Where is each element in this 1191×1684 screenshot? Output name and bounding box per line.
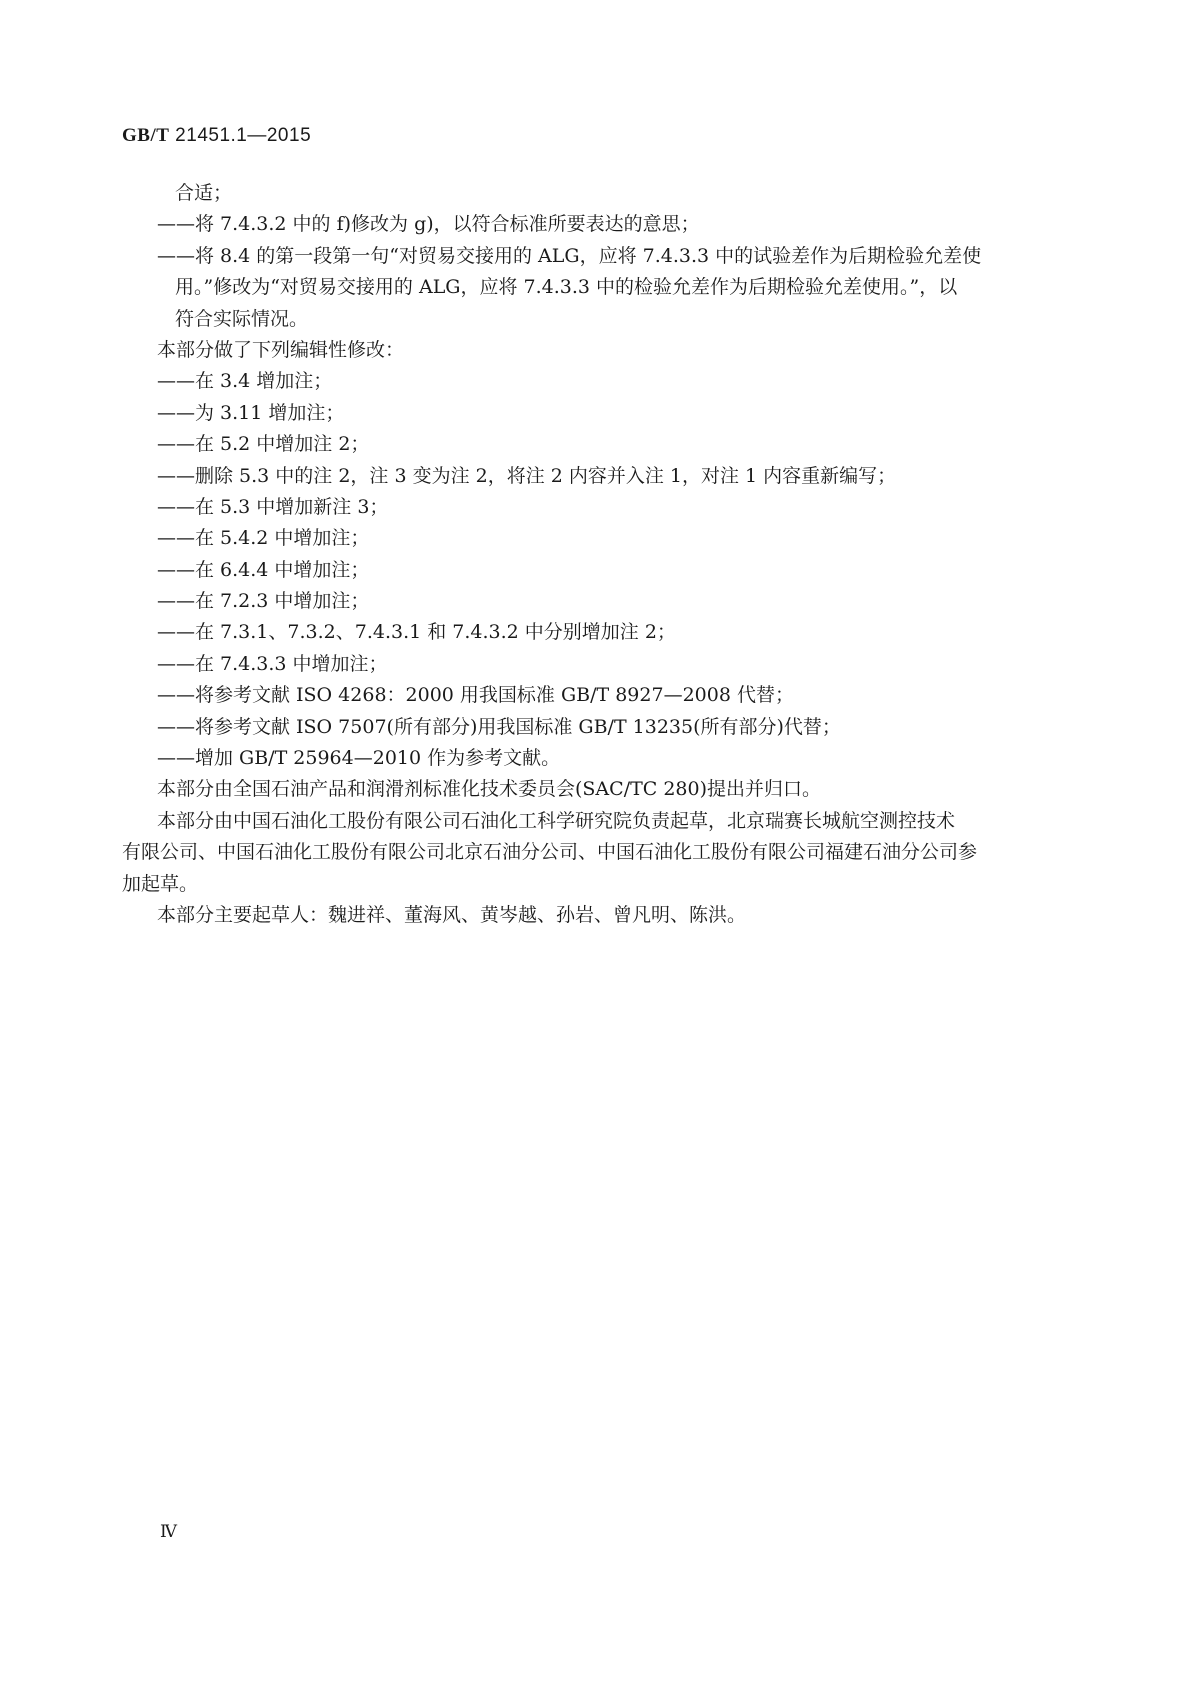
text-line: 符合实际情况。: [175, 307, 309, 330]
list-item: ——增加 GB/T 25964—2010 作为参考文献。: [157, 747, 561, 770]
list-item: ——将 8.4 的第一段第一句“对贸易交接用的 ALG，应将 7.4.3.3 中的试验差作为后期检验允差使: [157, 244, 982, 267]
list-item: ——在 3.4 增加注；: [157, 370, 333, 393]
text-line: 有限公司、中国石油化工股份有限公司北京石油分公司、中国石油化工股份有限公司福建石油分公司参: [122, 841, 978, 864]
text-line: 合适；: [175, 182, 233, 204]
list-item: ——将参考文献 ISO 7507(所有部分)用我国标准 GB/T 13235(所有部分)代替；: [157, 715, 841, 738]
text-line: 用。”修改为“对贸易交接用的 ALG，应将 7.4.3.3 中的检验允差作为后期检验允差使用。”，以: [175, 276, 958, 299]
page-number: Ⅳ: [160, 1522, 177, 1541]
paragraph: 本部分做了下列编辑性修改：: [157, 338, 405, 361]
list-item: ——将参考文献 ISO 4268：2000 用我国标准 GB/T 8927—2008 代替；: [157, 684, 794, 707]
standard-prefix: GB/T: [122, 125, 170, 146]
standard-header: [122, 125, 311, 147]
paragraph: 本部分由全国石油产品和润滑剂标准化技术委员会(SAC/TC 280)提出并归口。: [157, 778, 822, 801]
list-item: ——在 5.2 中增加注 2；: [157, 433, 370, 456]
list-item: ——在 5.4.2 中增加注；: [157, 527, 370, 550]
list-item: ——在 7.2.3 中增加注；: [157, 590, 370, 613]
list-item: ——在 7.3.1、7.3.2、7.4.3.1 和 7.4.3.2 中分别增加注 2；: [157, 621, 676, 644]
document-body: [122, 178, 1067, 931]
text-line: 加起草。: [122, 872, 199, 895]
paragraph: 本部分主要起草人：魏进祥、董海风、黄岑越、孙岩、曾凡明、陈洪。: [157, 903, 747, 926]
list-item: ——删除 5.3 中的注 2，注 3 变为注 2，将注 2 内容并入注 1，对注 1 内容重新编写；: [157, 464, 897, 487]
list-item: ——在 7.4.3.3 中增加注；: [157, 652, 388, 675]
list-item: ——在 6.4.4 中增加注；: [157, 558, 370, 581]
list-item: ——将 7.4.3.2 中的 f)修改为 g)，以符合标准所要表达的意思；: [157, 213, 700, 236]
standard-number: 21451.1—2015: [169, 125, 312, 146]
list-item: ——在 5.3 中增加新注 3；: [157, 495, 389, 518]
list-item: ——为 3.11 增加注；: [157, 401, 345, 424]
paragraph: 本部分由中国石油化工股份有限公司石油化工科学研究院负责起草，北京瑞赛长城航空测控技术: [157, 809, 956, 832]
